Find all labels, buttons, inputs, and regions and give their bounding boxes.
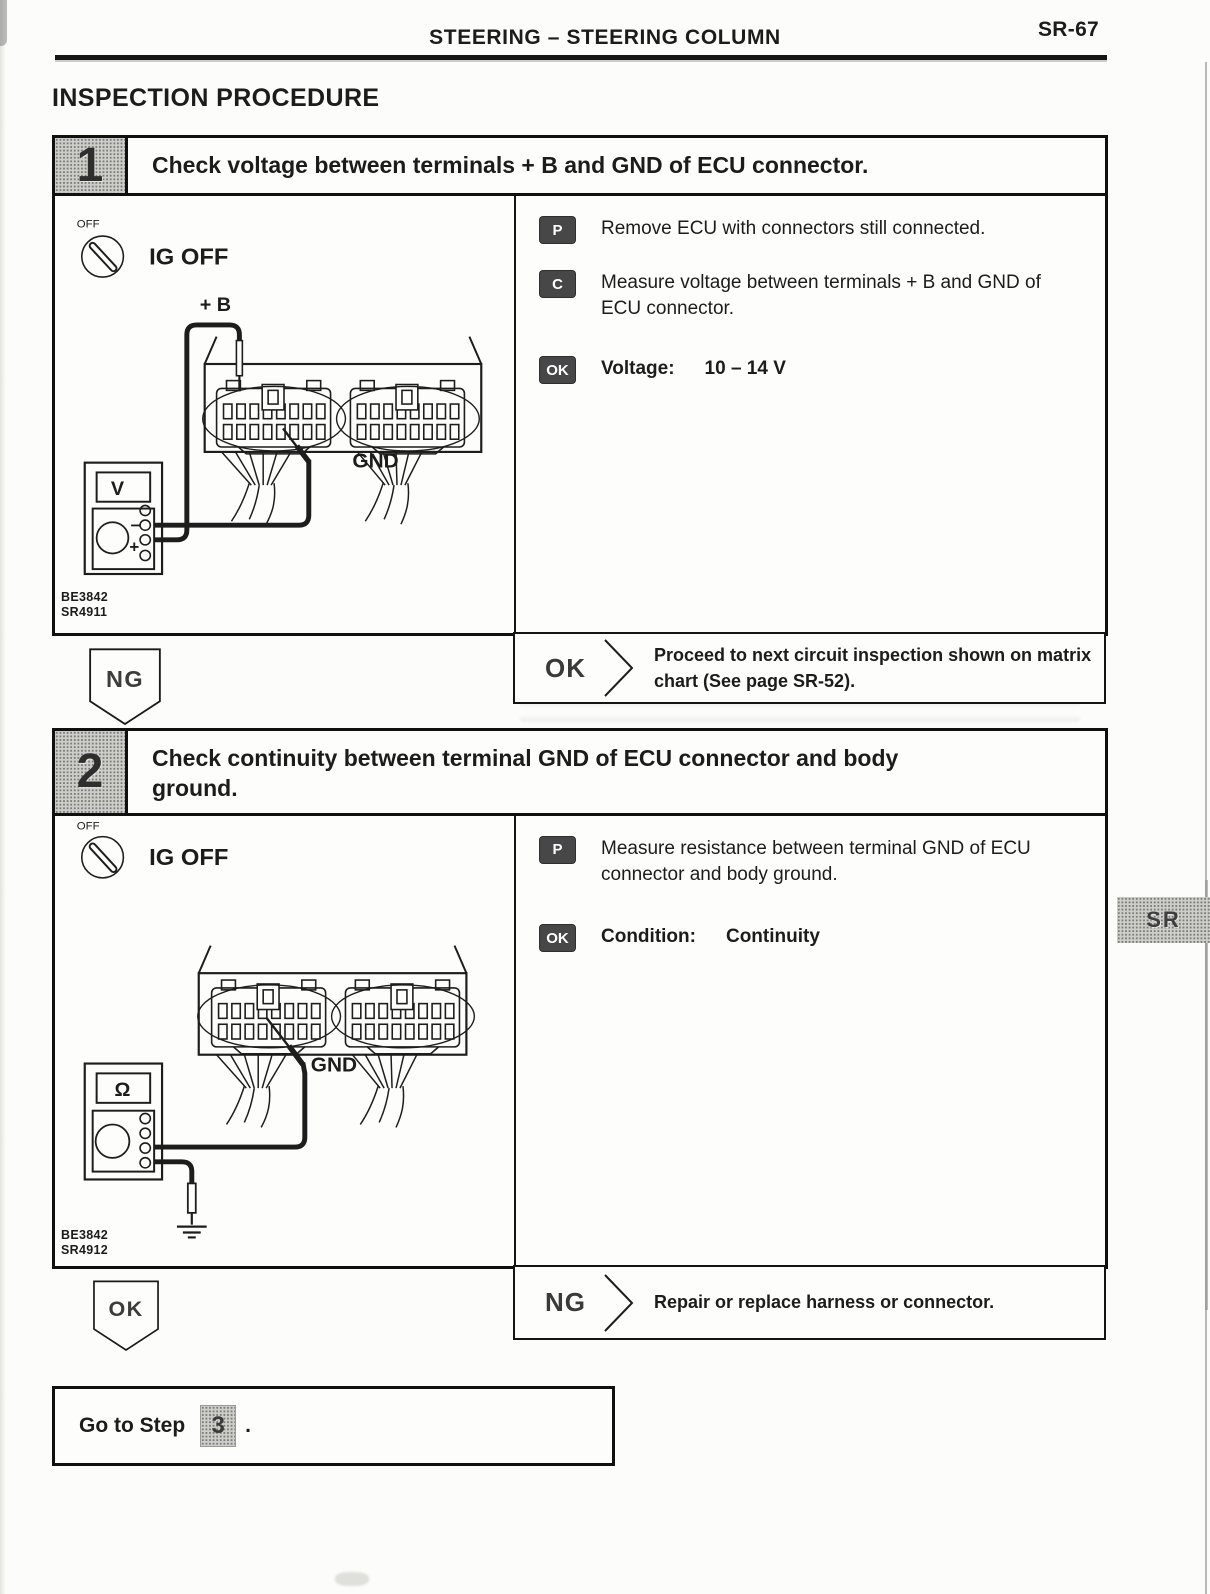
meter-display-label: V: [110, 478, 125, 500]
step-1-number-badge: 1: [55, 138, 128, 193]
terminal-gnd-label: GND: [352, 449, 399, 473]
ground-symbol-icon: [177, 1226, 207, 1237]
meter-display-label: Ω: [114, 1078, 131, 1101]
page-number: SR-67: [1038, 18, 1100, 41]
ng-result-label: NG: [545, 1287, 586, 1317]
ok-badge: OK: [540, 357, 575, 383]
ok-badge: OK: [540, 925, 575, 951]
step-1-header: [55, 138, 1105, 196]
ng-label: NG: [105, 666, 145, 692]
check-badge: C: [540, 271, 575, 297]
instruction-text: Measure resistance between terminal GND of ECU connector and body ground.: [601, 837, 1031, 885]
step-2-box: [52, 728, 1108, 1269]
ignition-key-icon: [82, 836, 124, 877]
ignition-key-icon: [82, 236, 124, 277]
scan-artifact: [335, 1572, 369, 1586]
scan-edge-artifact: [0, 0, 6, 1594]
ng-result-pennant: [88, 646, 162, 728]
instruction-row: [540, 356, 1085, 383]
goto-prefix: Go to Step: [79, 1414, 186, 1437]
page-header-title: STEERING – STEERING COLUMN: [429, 26, 781, 49]
step-2-title: Check continuity between terminal GND of ECU connector and body ground.: [152, 745, 899, 801]
scan-edge-artifact: [1205, 62, 1207, 1594]
ok-result-pennant: [92, 1276, 160, 1356]
figure-code: SR4911: [61, 605, 108, 619]
ng-result-text: Repair or replace harness or connector.: [654, 1292, 995, 1313]
goto-suffix: .: [245, 1414, 252, 1437]
step-2-number-badge: 2: [55, 731, 128, 813]
instruction-text: Remove ECU with connectors still connected.: [601, 218, 986, 239]
step-1-diagram-cell: [55, 196, 516, 633]
ecu-continuity-check-diagram: [55, 816, 512, 1261]
step-1-ok-callout: [513, 632, 1106, 704]
prepare-badge: P: [540, 837, 575, 863]
goto-step-number-chip: 3: [201, 1406, 235, 1446]
step-2-diagram-cell: [55, 816, 516, 1266]
instruction-row: [540, 924, 1085, 951]
step-1-title: Check voltage between terminals + B and GND of ECU connector.: [152, 152, 869, 178]
step-2-ng-callout: [513, 1265, 1106, 1340]
figure-codes: [61, 1228, 108, 1258]
ignition-state-label: IG OFF: [149, 244, 229, 271]
ecu-voltage-check-diagram: [55, 196, 512, 616]
section-title: INSPECTION PROCEDURE: [52, 84, 380, 112]
ignition-state-label: IG OFF: [149, 844, 229, 871]
chevron-right-icon: [602, 638, 636, 698]
spec-value: 10 – 14 V: [704, 358, 786, 380]
meter-plus-label: +: [129, 537, 140, 557]
header-rule: [55, 55, 1107, 60]
step-2-instructions: [516, 816, 1105, 1266]
spec-label: Voltage:: [601, 358, 675, 380]
scan-edge-artifact: [0, 0, 7, 46]
ok-label: OK: [108, 1296, 144, 1321]
section-side-tab: SR: [1117, 897, 1210, 943]
ok-result-label: OK: [545, 652, 586, 683]
chevron-right-icon: [602, 1273, 636, 1333]
instruction-row: [540, 216, 1085, 243]
key-position-caption: OFF: [76, 218, 100, 231]
body-ground-lead: [154, 1162, 196, 1225]
figure-code: BE3842: [61, 590, 108, 604]
figure-codes: [61, 590, 108, 620]
meter-minus-label: −: [130, 516, 141, 535]
ohmmeter-icon: [85, 1063, 162, 1179]
figure-code: BE3842: [61, 1227, 108, 1242]
scan-edge-artifact: [1205, 880, 1208, 1310]
instruction-row: [540, 836, 1085, 888]
goto-step-box: [52, 1386, 615, 1466]
step-1-box: [52, 135, 1108, 636]
spec-label: Condition:: [601, 926, 696, 948]
voltmeter-icon: [85, 463, 162, 574]
instruction-text: Measure voltage between terminals + B and GND of ECU connector.: [601, 272, 1041, 320]
step-2-header: [55, 731, 1105, 816]
instruction-row: [540, 270, 1085, 322]
terminal-gnd-label: GND: [310, 1053, 358, 1077]
spec-value: Continuity: [725, 926, 820, 948]
terminal-b-label: + B: [199, 294, 232, 317]
prepare-badge: P: [540, 217, 575, 243]
ok-result-text: Proceed to next circuit inspection shown on matrix chart (See page SR-52).: [654, 644, 1092, 691]
key-position-caption: OFF: [76, 820, 100, 833]
figure-code: SR4912: [61, 1242, 108, 1257]
step-1-instructions: [516, 196, 1105, 633]
